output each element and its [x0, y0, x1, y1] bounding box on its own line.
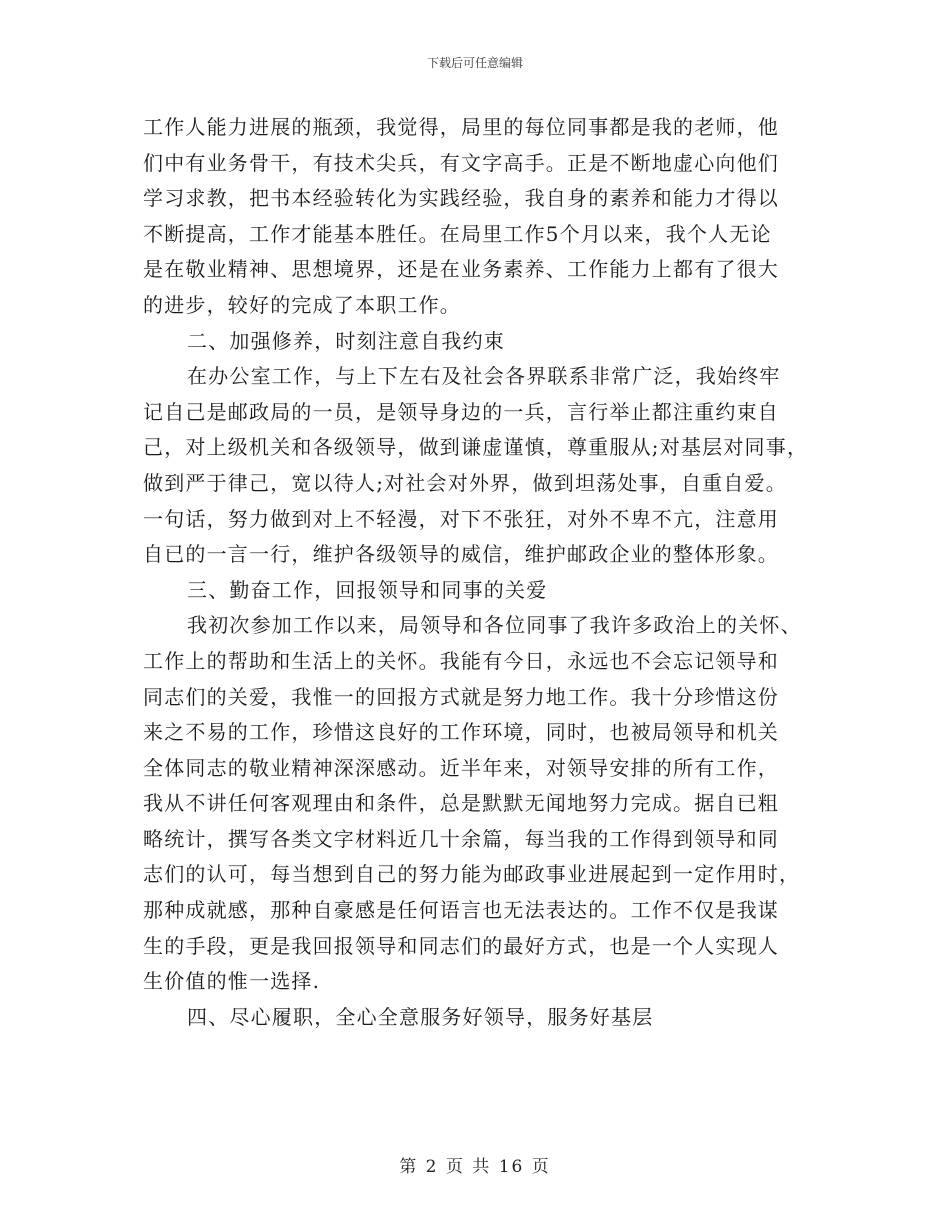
text-line: 我初次参加工作以来，局领导和各位同事了我许多政治上的关怀、 — [187, 613, 802, 638]
text-line: 同志们的关爱，我惟一的回报方式就是努力地工作。我十分珍惜这份 — [143, 684, 779, 709]
text-line: 工作上的帮助和生活上的关怀。我能有今日，永远也不会忘记领导和 — [143, 648, 779, 673]
text-line: 是在敬业精神、思想境界，还是在业务素养、工作能力上都有了很大 — [143, 257, 779, 282]
text-line: 做到严于律己，宽以待人;对社会对外界，做到坦荡处事，自重自爱。 — [143, 470, 787, 495]
text-line: 们中有业务骨干，有技术尖兵，有文字高手。正是不断地虚心向他们 — [143, 150, 779, 175]
text-line: 工作人能力进展的瓶颈，我觉得，局里的每位同事都是我的老师，他 — [143, 115, 779, 139]
text-line: 在办公室工作，与上下左右及社会各界联系非常广泛，我始终牢 — [187, 364, 781, 389]
text-line: 二、加强修养，时刻注意自我约束 — [187, 328, 505, 353]
text-line: 那种成就感，那种自豪感是任何语言也无法表达的。工作不仅是我谋 — [143, 898, 779, 923]
text-line: 一句话，努力做到对上不轻漫，对下不张狂，对外不卑不亢，注意用 — [143, 506, 779, 531]
text-line: 四、尽心履职，全心全意服务好领导，服务好基层 — [187, 1004, 654, 1029]
text-line: 记自己是邮政局的一员，是领导身边的一兵，言行举止都注重约束自 — [143, 399, 779, 424]
page-header-note: 下载后可任意编辑 — [426, 56, 523, 70]
text-line: 生的手段，更是我回报领导和同志们的最好方式，也是一个人实现人 — [143, 933, 779, 958]
text-line: 自已的一言一行，维护各级领导的威信，维护邮政企业的整体形象。 — [143, 542, 779, 567]
text-line: 己，对上级机关和各级领导，做到谦虚谨慎，尊重服从;对基层对同事， — [143, 435, 809, 460]
page-number-footer: 第 2 页 共 16 页 — [399, 1157, 551, 1177]
text-line: 三、勤奋工作，回报领导和同事的关爱 — [187, 577, 548, 602]
text-line: 志们的认可，每当想到自己的努力能为邮政事业进展起到一定作用时， — [143, 862, 801, 887]
text-line: 不断提高，工作才能基本胜任。在局里工作5个月以来，我个人无论 — [143, 221, 772, 246]
text-line: 学习求教，把书本经验转化为实践经验，我自身的素养和能力才得以 — [143, 186, 779, 211]
text-line: 来之不易的工作，珍惜这良好的工作环境，同时，也被局领导和机关 — [143, 720, 779, 745]
text-line: 全体同志的敬业精神深深感动。近半年来，对领导安排的所有工作， — [143, 755, 779, 780]
document-body — [143, 110, 823, 1035]
text-line: 的进步，较好的完成了本职工作。 — [143, 292, 461, 317]
text-line: 生价值的惟一选择. — [143, 969, 321, 994]
text-line: 我从不讲任何客观理由和条件，总是默默无闻地努力完成。据自已粗 — [143, 791, 779, 816]
text-line: 略统计，撰写各类文字材料近几十余篇，每当我的工作得到领导和同 — [143, 826, 779, 851]
